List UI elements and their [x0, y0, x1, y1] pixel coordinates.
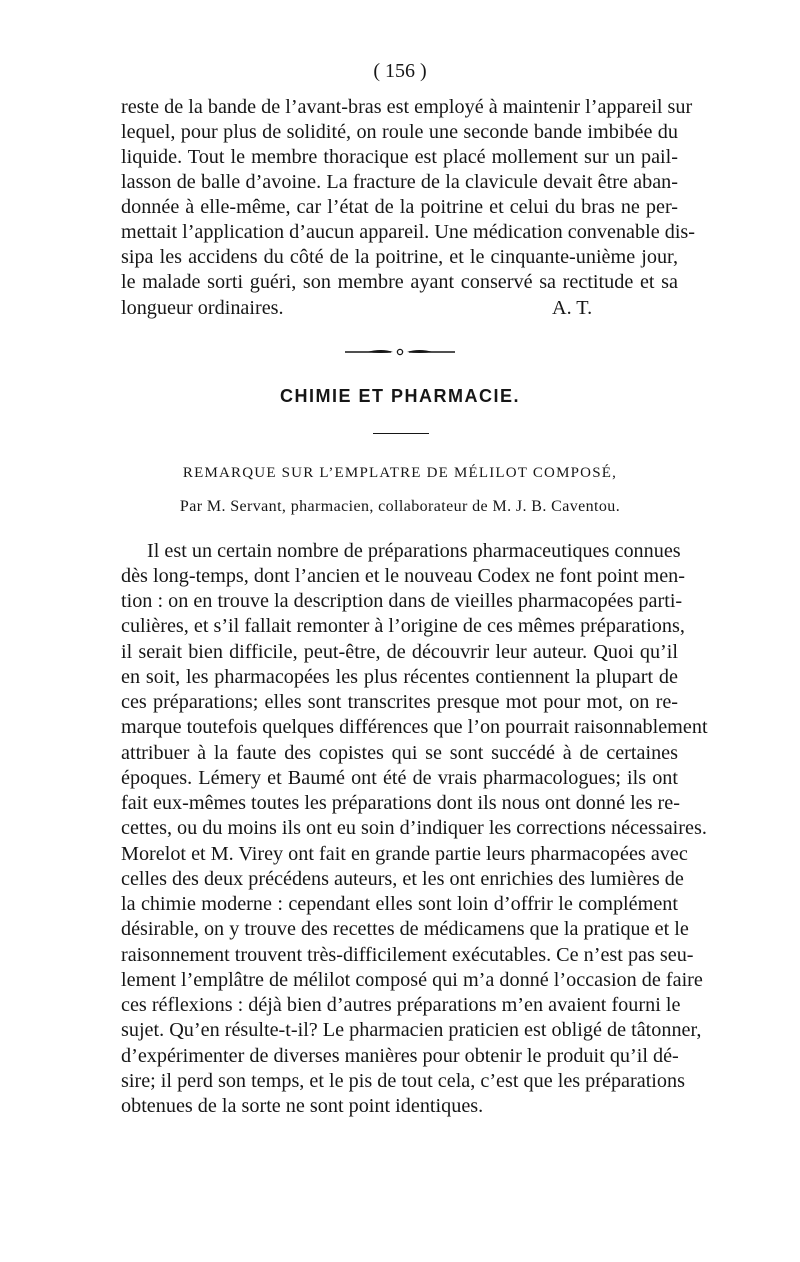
text-line: marque toutefois quelques différences que l’on pourrait raisonnablement: [121, 716, 708, 738]
text-line: raisonnement trouvent très-difficilement exécutables. Ce n’est pas seu-: [121, 944, 694, 966]
fleuron-ornament: [345, 346, 455, 358]
text-line: cettes, ou du moins ils ont eu soin d’indiquer les corrections nécessaires.: [121, 817, 707, 839]
article-byline: Par M. Servant, pharmacien, collaborateur de M. J. B. Caventou.: [179, 498, 621, 515]
text-line: lasson de balle d’avoine. La fracture de la clavicule devait être aban-: [121, 171, 678, 193]
text-line: liquide. Tout le membre thoracique est placé mollement sur un pail-: [121, 146, 678, 168]
text-line: mettait l’application d’aucun appareil. Une médication convenable dis-: [121, 221, 696, 243]
text-line: ces préparations; elles sont transcrites presque mot pour mot, on re-: [121, 691, 678, 713]
text-line: reste de la bande de l’avant-bras est employé à maintenir l’appareil sur: [121, 96, 693, 118]
text-line: la chimie moderne : cependant elles sont loin d’offrir le complément: [121, 893, 678, 915]
text-line: sire; il perd son temps, et le pis de tout cela, c’est que les préparations: [121, 1070, 685, 1092]
text-line: tion : on en trouve la description dans de vieilles pharmacopées parti-: [121, 590, 683, 612]
text-line: celles des deux précédens auteurs, et les ont enrichies des lumières de: [121, 868, 684, 890]
text-line: époques. Lémery et Baumé ont été de vrais pharmacologues; ils ont: [121, 767, 678, 789]
text-line: sipa les accidens du côté de la poitrine, et le cinquante-unième jour,: [121, 246, 678, 268]
text-line: il serait bien difficile, peut-être, de découvrir leur auteur. Quoi qu’il: [121, 641, 678, 663]
text-line: dès long-temps, dont l’ancien et le nouveau Codex ne font point men-: [121, 565, 685, 587]
text-line: longueur ordinaires.: [121, 297, 284, 319]
divider-rule: [373, 433, 429, 434]
text-line: obtenues de la sorte ne sont point identiques.: [121, 1095, 484, 1117]
page-number: ( 156 ): [373, 60, 427, 82]
section-heading: CHIMIE ET PHARMACIE.: [279, 386, 520, 406]
text-line: d’expérimenter de diverses manières pour obtenir le produit qu’il dé-: [121, 1045, 679, 1067]
text-line: culières, et s’il fallait remonter à l’origine de ces mêmes préparations,: [121, 615, 685, 637]
text-line: lement l’emplâtre de mélilot composé qui m’a donné l’occasion de faire: [121, 969, 703, 991]
author-initials: A. T.: [552, 297, 593, 319]
text-line: donnée à elle-même, car l’état de la poitrine et celui du bras ne per-: [121, 196, 678, 218]
text-line: le malade sorti guéri, son membre ayant conservé sa rectitude et sa: [121, 271, 678, 293]
text-line: en soit, les pharmacopées les plus récentes contiennent la plupart de: [121, 666, 678, 688]
text-line: attribuer à la faute des copistes qui se sont succédé à de certaines: [121, 742, 678, 764]
text-line: Il est un certain nombre de préparations pharmaceutiques connues: [147, 540, 681, 562]
text-line: fait eux-mêmes toutes les préparations dont ils nous ont donné les re-: [121, 792, 680, 814]
text-line: lequel, pour plus de solidité, on roule une seconde bande imbibée du: [121, 121, 678, 143]
text-line: sujet. Qu’en résulte-t-il? Le pharmacien praticien est obligé de tâtonner,: [121, 1019, 702, 1041]
text-line: Morelot et M. Virey ont fait en grande partie leurs pharmacopées avec: [121, 843, 688, 865]
text-line: désirable, on y trouve des recettes de médicamens que la pratique et le: [121, 918, 689, 940]
text-line: ces réflexions : déjà bien d’autres préparations m’en avaient fourni le: [121, 994, 681, 1016]
article-title: REMARQUE SUR L’EMPLATRE DE MÉLILOT COMPOSÉ,: [182, 465, 618, 481]
